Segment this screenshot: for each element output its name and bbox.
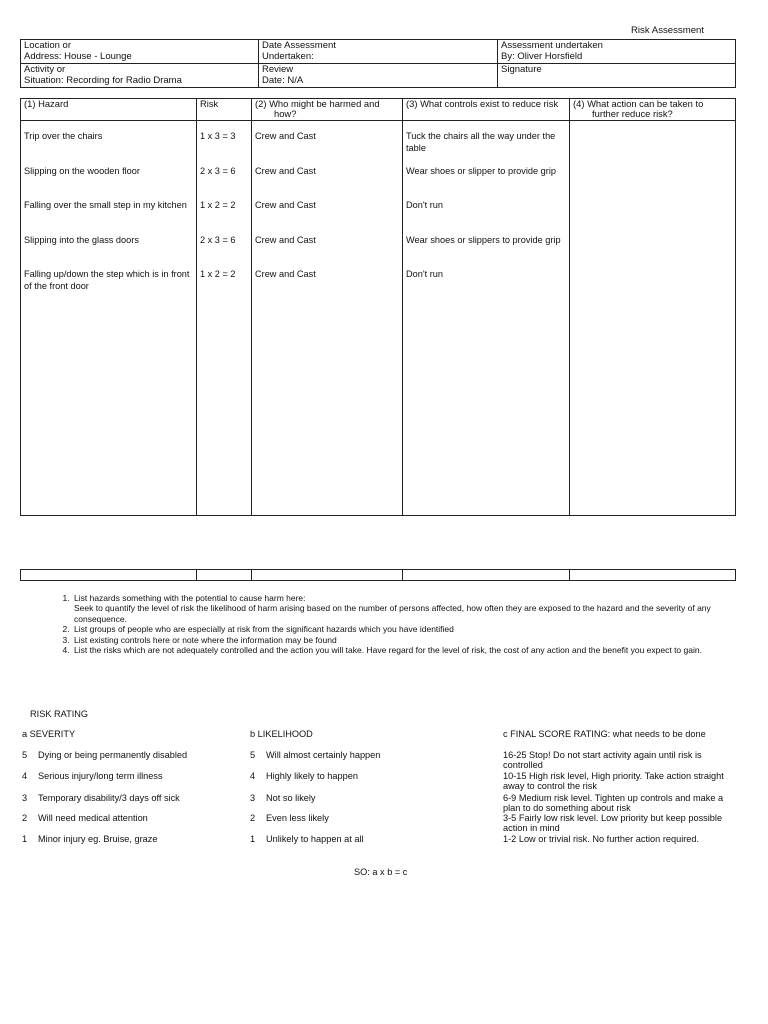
- risk-cell: 1 x 2 = 2: [200, 269, 236, 279]
- likelihood-item: 4 Highly likely to happen: [250, 771, 358, 781]
- date-assessment-label: Date Assessment: [262, 40, 336, 51]
- action-cell: [573, 269, 732, 293]
- risk-cell: 2 x 3 = 6: [200, 165, 236, 176]
- location-cell: [21, 40, 259, 64]
- who-column: [252, 121, 403, 516]
- header-hazard: (1) Hazard: [21, 99, 197, 121]
- risk-rating-title: RISK RATING: [30, 709, 89, 719]
- instruction-item: 4. List the risks which are not adequately controlled and the action you will take. Have regard for the level of risk, the cost of any action and the benefit you expect to gain.: [72, 645, 748, 655]
- instruction-item: 2. List groups of people who are especially at risk from the significant hazards which you have identified: [72, 624, 748, 634]
- blank-row-table: [20, 569, 736, 581]
- severity-item: 3 Temporary disability/3 days off sick: [22, 793, 180, 803]
- final-score-item: 10-15 High risk level, High priority. Take action straight away to control the risk: [503, 771, 724, 792]
- controls-cell: Don't run: [406, 269, 443, 279]
- header-who: (2) Who might be harmed and how?: [252, 99, 403, 121]
- risk-column: [197, 121, 252, 516]
- risk-cell: 2 x 3 = 6: [200, 234, 236, 245]
- activity-label: Activity or: [24, 64, 66, 75]
- header-action: (4) What action can be taken to further reduce risk?: [570, 99, 736, 121]
- who-cell: Crew and Cast: [255, 165, 316, 176]
- hazard-cell: Trip over the chairs: [24, 131, 103, 141]
- hazard-cell: Falling up/down the step which is in front of the front door: [24, 269, 190, 291]
- blank-cell: [21, 570, 197, 581]
- severity-item: 1 Minor injury eg. Bruise, graze: [22, 834, 158, 844]
- controls-column: [403, 121, 570, 516]
- header-risk: Risk: [197, 99, 252, 121]
- action-cell: [573, 200, 732, 224]
- action-cell: [573, 131, 732, 155]
- severity-item: 2 Will need medical attention: [22, 813, 148, 823]
- likelihood-item: 3 Not so likely: [250, 793, 316, 803]
- final-score-item: 3-5 Fairly low risk level. Low priority but keep possible action in mind: [503, 813, 723, 834]
- severity-item: 4 Serious injury/long term illness: [22, 771, 163, 781]
- controls-cell: Don't run: [406, 200, 443, 210]
- final-score-item: 1-2 Low or trivial risk. No further action required.: [503, 834, 700, 844]
- instruction-item: 1. List hazards something with the potential to cause harm here: Seek to quantify the level of risk the likelihood of harm arising based on the number of persons affected, how often they are exposed to the hazard and the severity of any consequence.: [72, 593, 748, 624]
- hazard-cell: Slipping on the wooden floor: [24, 165, 140, 176]
- location-label: Location or: [24, 40, 72, 51]
- likelihood-title: b LIKELIHOOD: [250, 729, 313, 739]
- review-cell: [259, 64, 498, 88]
- risk-cell: 1 x 3 = 3: [200, 131, 236, 141]
- assessment-info-table: [20, 39, 736, 88]
- who-cell: Crew and Cast: [255, 131, 316, 141]
- signature-label: Signature: [501, 64, 542, 75]
- likelihood-item: 5 Will almost certainly happen: [250, 750, 381, 760]
- final-score-item: 6-9 Medium risk level. Tighten up controls and make a plan to do something about risk: [503, 793, 724, 814]
- instructions-list: [56, 593, 748, 655]
- hazard-cell: Falling over the small step in my kitchen: [24, 200, 187, 210]
- blank-cell: [570, 570, 736, 581]
- hazard-column: [21, 121, 197, 516]
- date-assessment-cell: [259, 40, 498, 64]
- hazard-cell: Slipping into the glass doors: [24, 234, 139, 245]
- severity-item: 5 Dying or being permanently disabled: [22, 750, 188, 760]
- formula: SO: a x b = c: [354, 867, 408, 877]
- header-controls: (3) What controls exist to reduce risk: [403, 99, 570, 121]
- who-cell: Crew and Cast: [255, 269, 316, 279]
- controls-cell: Wear shoes or slipper to provide grip: [406, 165, 556, 176]
- activity-cell: [21, 64, 259, 88]
- review-value: Date: N/A: [262, 75, 304, 86]
- who-cell: Crew and Cast: [255, 234, 316, 245]
- document-title: Risk Assessment: [631, 25, 705, 36]
- blank-cell: [197, 570, 252, 581]
- severity-title: a SEVERITY: [22, 729, 76, 739]
- signature-cell: [498, 64, 736, 88]
- final-score-title: c FINAL SCORE RATING: what needs to be done: [503, 729, 706, 739]
- who-cell: Crew and Cast: [255, 200, 316, 210]
- assessor-cell: [498, 40, 736, 64]
- review-label: Review: [262, 64, 294, 75]
- instruction-item: 3. List existing controls here or note where the information may be found: [72, 635, 748, 645]
- final-score-item: 16-25 Stop! Do not start activity again until risk is controlled: [503, 750, 702, 771]
- hazard-table: [20, 98, 736, 516]
- likelihood-item: 1 Unlikely to happen at all: [250, 834, 364, 844]
- likelihood-item: 2 Even less likely: [250, 813, 329, 823]
- assessor-value: By: Oliver Horsfield: [501, 51, 583, 62]
- controls-cell: Tuck the chairs all the way under the table: [406, 131, 556, 153]
- action-cell: [573, 235, 732, 259]
- location-value: Address: House - Lounge: [24, 51, 132, 62]
- action-cell: [573, 166, 732, 190]
- blank-cell: [252, 570, 403, 581]
- controls-cell: Wear shoes or slippers to provide grip: [406, 234, 561, 245]
- date-assessment-value: Undertaken:: [262, 51, 314, 62]
- activity-value: Situation: Recording for Radio Drama: [24, 75, 182, 86]
- risk-cell: 1 x 2 = 2: [200, 200, 236, 210]
- blank-cell: [403, 570, 570, 581]
- action-column: [570, 121, 736, 516]
- assessor-label: Assessment undertaken: [501, 40, 603, 51]
